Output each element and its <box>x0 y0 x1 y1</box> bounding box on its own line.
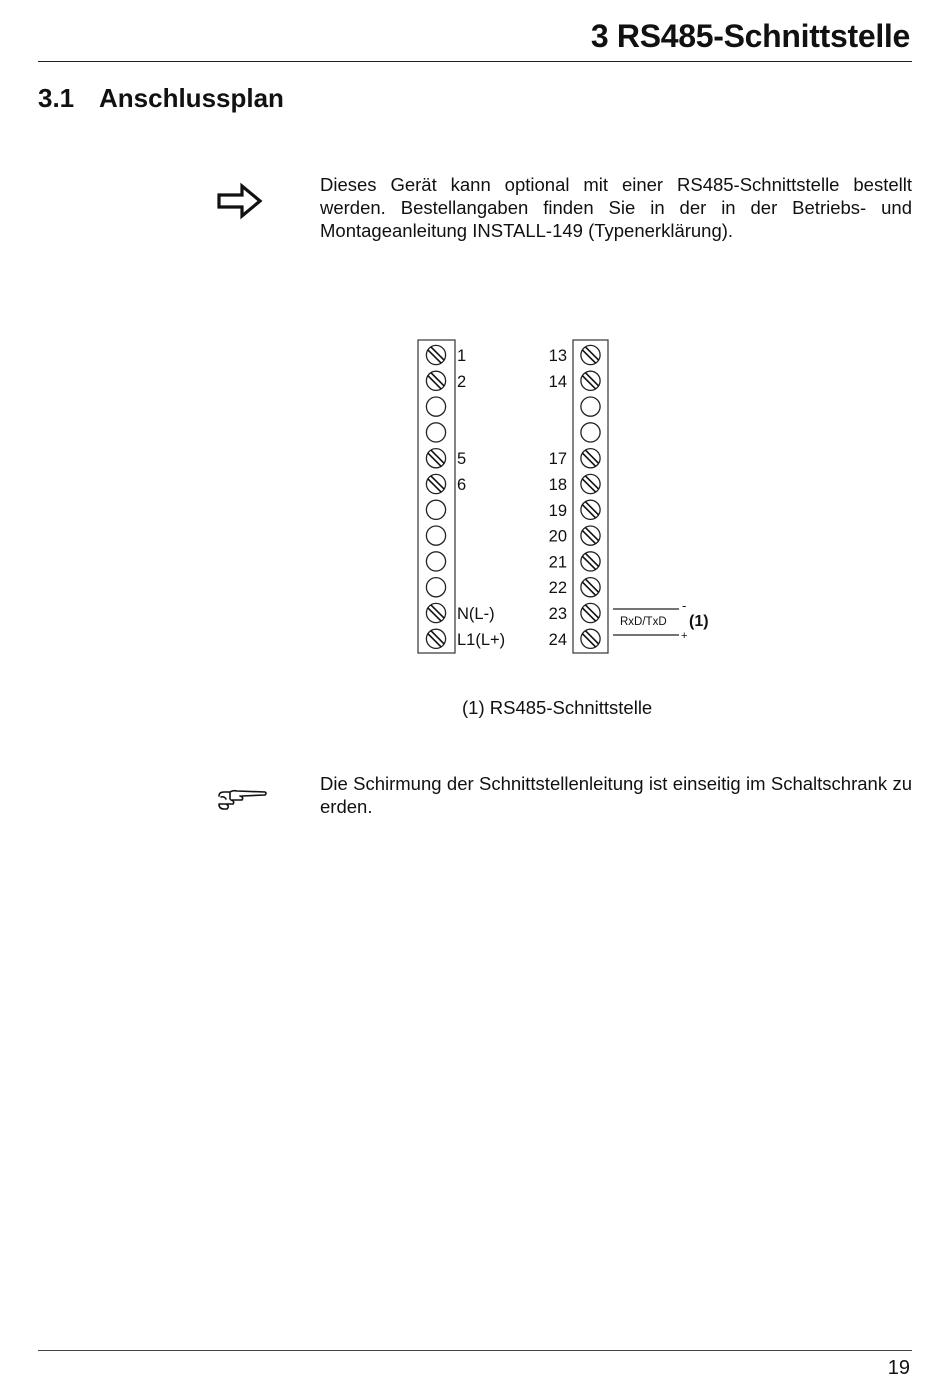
screw-slot-icon <box>582 350 595 363</box>
right-terminal-label: 17 <box>548 450 567 469</box>
section-number: 3.1 <box>38 83 75 113</box>
screw-slot-icon <box>428 634 441 647</box>
left-terminal <box>426 603 445 622</box>
left-terminal-label: N(L-) <box>457 605 495 623</box>
right-terminal <box>581 578 600 597</box>
left-terminal <box>426 629 445 648</box>
screw-slot-icon <box>431 476 444 489</box>
screw-slot-icon <box>585 347 598 360</box>
right-terminal <box>581 526 600 545</box>
right-terminal <box>581 552 600 571</box>
left-terminal-label: 2 <box>457 372 467 391</box>
section-title: Anschlussplan <box>99 83 284 113</box>
screw-slot-icon <box>585 605 598 618</box>
right-terminal-label: 14 <box>548 372 567 391</box>
screw-slot-icon <box>582 582 595 595</box>
screw-slot-icon <box>428 479 441 492</box>
footer-rule <box>38 1350 912 1351</box>
left-terminal <box>426 500 445 519</box>
screw-slot-icon <box>428 608 441 621</box>
right-terminal-label: 24 <box>548 630 567 649</box>
left-terminal <box>426 345 445 364</box>
screw-slot-icon <box>582 634 595 647</box>
screw-slot-icon <box>431 631 444 644</box>
screw-slot-icon <box>428 376 441 389</box>
screw-slot-icon <box>585 476 598 489</box>
signal-label: RxD/TxD <box>620 616 667 628</box>
screw-slot-icon <box>431 347 444 360</box>
left-terminal <box>426 371 445 390</box>
minus-sign: - <box>682 598 687 613</box>
screw-slot-icon <box>582 505 595 518</box>
left-terminal-label: 6 <box>457 476 467 494</box>
screw-slot-icon <box>431 450 444 463</box>
plus-sign: + <box>681 630 688 642</box>
right-terminal <box>581 629 600 648</box>
right-terminal <box>581 603 600 622</box>
screw-slot-icon <box>431 605 444 618</box>
screw-slot-icon <box>585 527 598 540</box>
right-terminal <box>581 371 600 390</box>
screw-slot-icon <box>585 631 598 644</box>
diagram-caption: (1) RS485-Schnittstelle <box>462 697 653 718</box>
left-terminal <box>426 578 445 597</box>
left-terminal <box>426 552 445 571</box>
screw-slot-icon <box>428 350 441 363</box>
right-terminal <box>581 397 600 416</box>
page-number: 19 <box>887 1357 910 1379</box>
screw-slot-icon <box>431 373 444 386</box>
screw-slot-icon <box>582 453 595 466</box>
screw-slot-icon <box>585 502 598 515</box>
screw-slot-icon <box>428 453 441 466</box>
info-paragraph: Dieses Gerät kann optional mit einer RS485-Schnittstelle bestellt werden. Bestellangaben finden Sie in der in der Betriebs- und Montageanleitung INSTALL-149 (Typenerklärung). <box>320 174 912 241</box>
header-rule <box>38 61 912 62</box>
arrow-right-icon <box>216 182 264 220</box>
left-terminal-label: 1 <box>457 347 467 365</box>
left-terminal <box>426 397 445 416</box>
chapter-title: 3 RS485-Schnittstelle <box>590 18 910 54</box>
right-terminal <box>581 449 600 468</box>
screw-slot-icon <box>582 376 595 389</box>
right-terminal-label: 22 <box>548 579 567 598</box>
right-terminal-label: 21 <box>548 553 567 572</box>
right-terminal <box>581 474 600 493</box>
left-terminal <box>426 474 445 493</box>
screw-slot-icon <box>582 479 595 492</box>
right-terminal-label: 18 <box>548 476 567 494</box>
screw-slot-icon <box>585 373 598 386</box>
screw-slot-icon <box>585 450 598 463</box>
left-terminal-label: 5 <box>457 450 467 469</box>
right-terminal-label: 19 <box>548 501 567 520</box>
section-heading <box>38 83 284 114</box>
left-terminal-strip <box>418 340 455 653</box>
right-terminal <box>581 500 600 519</box>
hint-paragraph: Die Schirmung der Schnittstellenleitung ist einseitig im Schaltschrank zu erden. <box>320 773 912 817</box>
screw-slot-icon <box>582 608 595 621</box>
pointing-hand-icon <box>216 787 268 815</box>
right-terminal <box>581 345 600 364</box>
screw-slot-icon <box>585 579 598 592</box>
terminal-diagram <box>410 330 730 665</box>
screw-slot-icon <box>582 556 595 569</box>
right-terminal-strip <box>573 340 608 653</box>
left-terminal-label: L1(L+) <box>457 630 506 649</box>
callout-label: (1) <box>689 613 709 630</box>
screw-slot-icon <box>585 553 598 566</box>
left-terminal <box>426 526 445 545</box>
right-terminal <box>581 423 600 442</box>
left-terminal <box>426 423 445 442</box>
right-terminal-label: 20 <box>548 527 567 546</box>
right-terminal-label: 13 <box>548 347 567 365</box>
screw-slot-icon <box>582 530 595 543</box>
right-terminal-label: 23 <box>548 605 567 623</box>
left-terminal <box>426 449 445 468</box>
